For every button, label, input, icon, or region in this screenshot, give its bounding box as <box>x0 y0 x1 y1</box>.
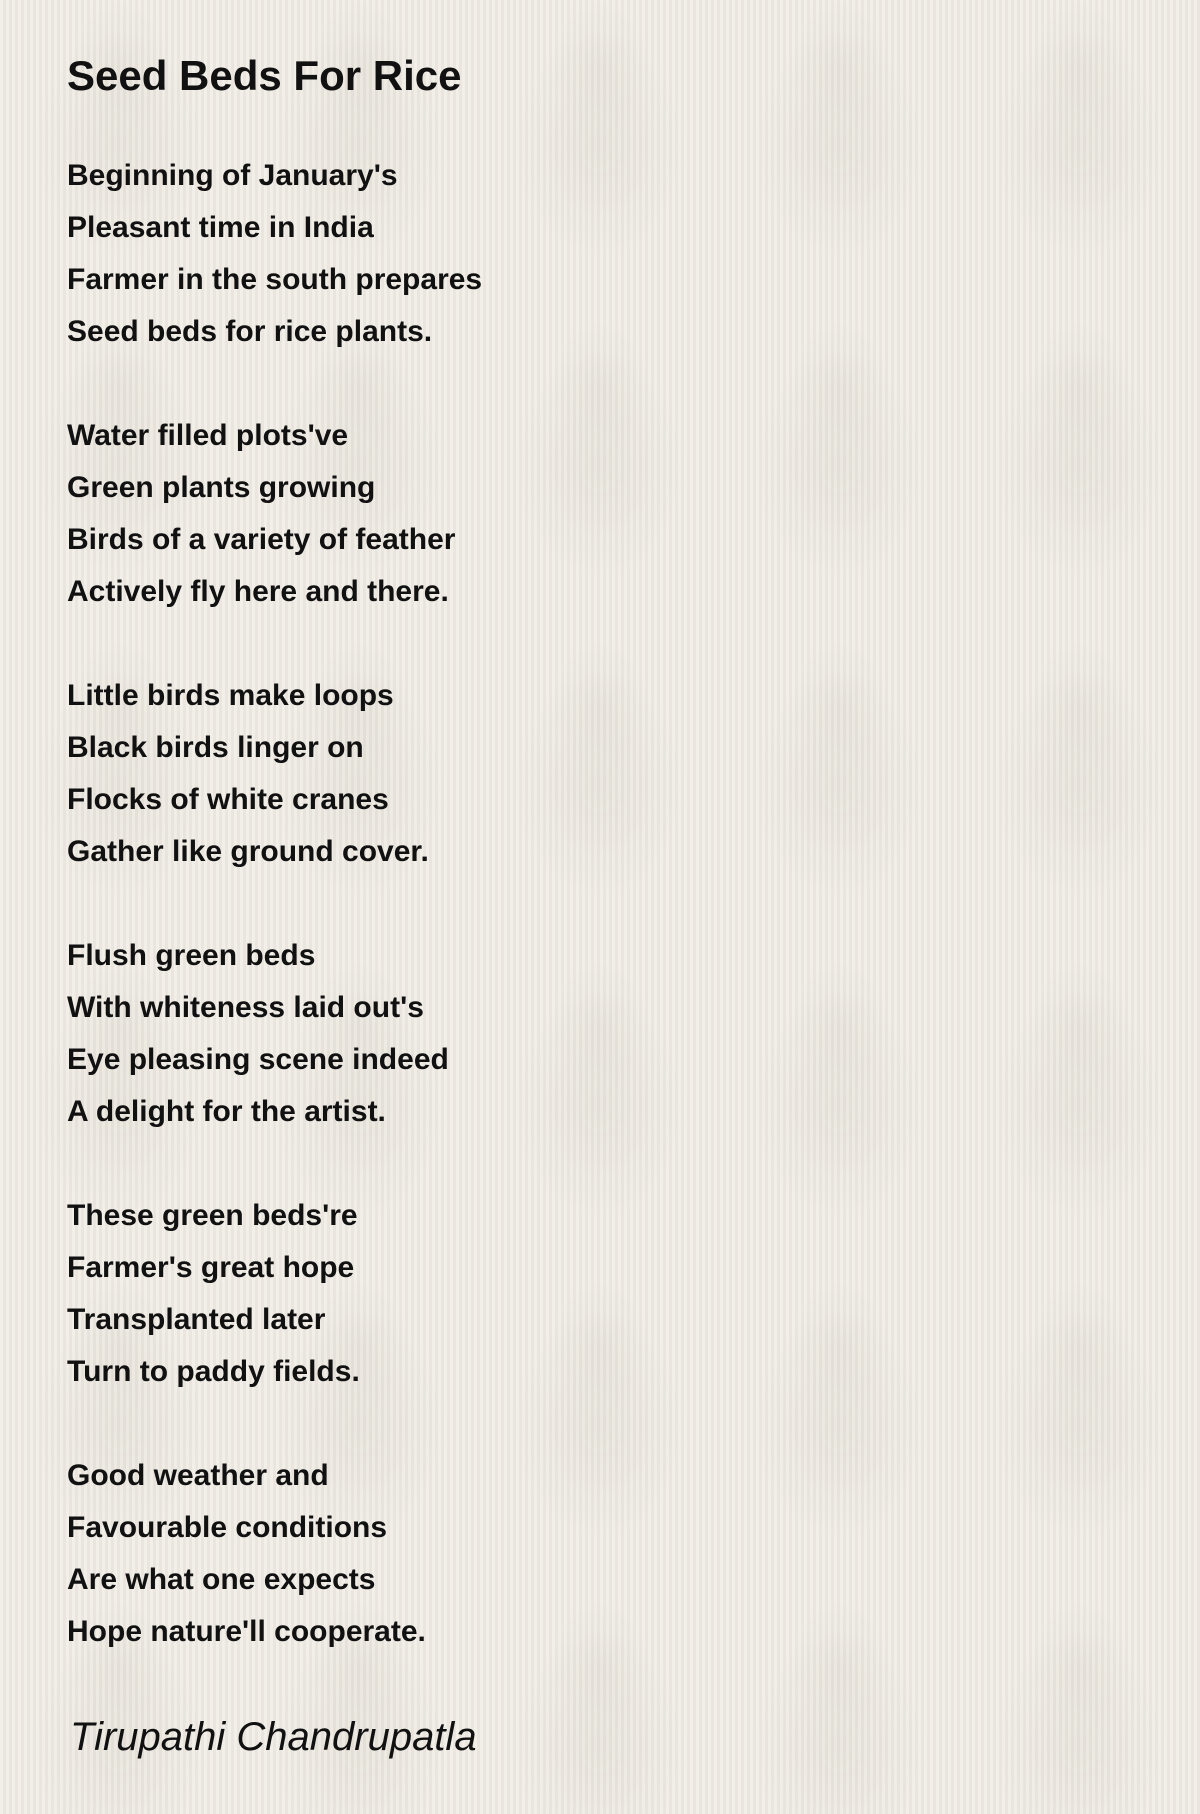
poem-line: Transplanted later <box>67 1303 326 1336</box>
poem-line: Little birds make loops <box>67 679 394 712</box>
poem-line: A delight for the artist. <box>67 1095 386 1128</box>
stanza-5 <box>67 1190 967 1398</box>
poem-line: Green plants growing <box>67 471 376 504</box>
poem-line: Good weather and <box>67 1459 329 1492</box>
poem-line: Water filled plots've <box>67 419 349 452</box>
stanza-4 <box>67 930 967 1138</box>
poem-line: Flush green beds <box>67 939 316 972</box>
poem-line: Actively fly here and there. <box>67 575 449 608</box>
stanza-6 <box>67 1450 967 1658</box>
stanza-3 <box>67 670 967 878</box>
poem-line: With whiteness laid out's <box>67 991 424 1024</box>
poem-line: Are what one expects <box>67 1563 376 1596</box>
stanza-1 <box>67 150 967 358</box>
poem-line: Beginning of January's <box>67 159 398 192</box>
stanza-2 <box>67 410 967 618</box>
poem-line: Pleasant time in India <box>67 211 374 244</box>
poem-line: Birds of a variety of feather <box>67 523 456 556</box>
poem-line: Seed beds for rice plants. <box>67 315 433 348</box>
poem-author: Tirupathi Chandrupatla <box>70 1715 477 1759</box>
poem-line: Gather like ground cover. <box>67 835 429 868</box>
poem-line: Turn to paddy fields. <box>67 1355 360 1388</box>
poem-line: Hope nature'll cooperate. <box>67 1615 426 1648</box>
poem-line: Eye pleasing scene indeed <box>67 1043 449 1076</box>
poem-line: Farmer's great hope <box>67 1251 355 1284</box>
poem-title: Seed Beds For Rice <box>67 52 462 99</box>
poem-line: Favourable conditions <box>67 1511 388 1544</box>
poem-line: Farmer in the south prepares <box>67 263 483 296</box>
poem-line: Flocks of white cranes <box>67 783 389 816</box>
poem-line: These green beds're <box>67 1199 358 1232</box>
poem-body <box>67 150 967 1710</box>
poem-line: Black birds linger on <box>67 731 364 764</box>
